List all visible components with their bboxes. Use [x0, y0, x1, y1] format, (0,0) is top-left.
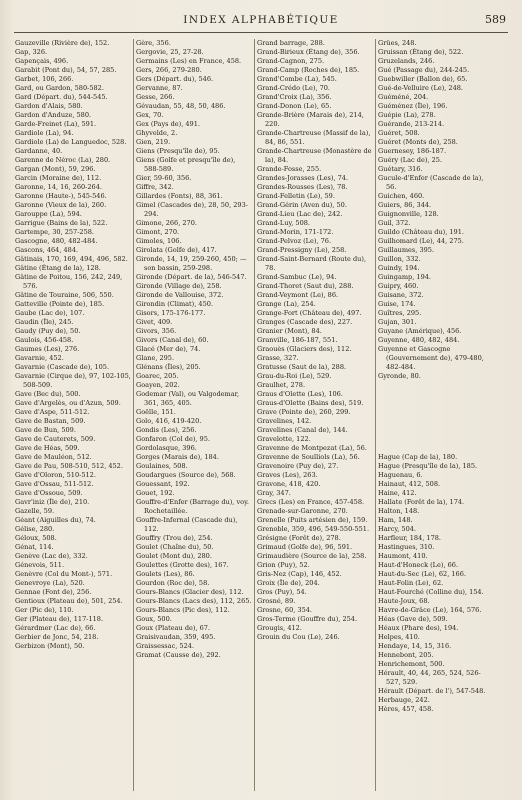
index-entry: Granges (Cascade des), 227.: [257, 318, 353, 326]
index-entry: Gapençais, 496.: [15, 57, 69, 65]
index-entry: Giffre, 342.: [136, 183, 174, 191]
index-entry: Guise, 174.: [378, 300, 416, 308]
index-entry: Hallate (Forêt de la), 174.: [378, 498, 465, 506]
index-entry: Gaube (Lac de), 107.: [15, 309, 85, 317]
index-entry: Gouffre-d'Enfer (Barrage du), voy. Rochetaillée.: [136, 498, 250, 515]
index-entry: Guépie (La), 278.: [378, 111, 436, 119]
index-entry: Gisors, 175-176-177.: [136, 309, 206, 317]
index-entry: Gros (Puy), 54.: [257, 588, 307, 596]
index-entry: Glacé (Mer de), 74.: [136, 345, 201, 353]
index-entry: Genève (Lac de), 332.: [15, 552, 88, 560]
index-entry: Hastingues, 310.: [378, 543, 435, 551]
index-entry: Herbauge, 242.: [378, 696, 430, 704]
index-entry: Goarec, 205.: [136, 372, 179, 380]
index-entry: Grimaudière (Source de la), 258.: [257, 552, 367, 560]
index-entry: Gex, 70.: [136, 111, 164, 119]
index-entry: Gillardes (Fonts), 88, 361.: [136, 192, 223, 200]
index-entry: Gironde (Village de), 258.: [136, 282, 222, 290]
index-entry: Giens (Golfe et presqu'île de), 588-589.: [136, 156, 236, 173]
index-entry: Gers (Départ. du), 546.: [136, 75, 214, 83]
index-entry: Gros-Terme (Gouffre du), 254.: [257, 615, 358, 623]
index-entry: Gimoles, 106.: [136, 237, 182, 245]
index-entry: Ham, 148.: [378, 516, 413, 524]
index-entry: Garrigue (Bains de la), 522.: [15, 219, 108, 227]
index-entry: Grand-Camp (Roches de), 185.: [257, 66, 360, 74]
index-entry: Goëlle, 151.: [136, 408, 176, 416]
index-entry: Goulet (Mont du), 280.: [136, 552, 212, 560]
index-entry: Gartempe, 30, 257-258.: [15, 228, 94, 236]
index-entry: Gentioux (Plateau de), 501, 254.: [15, 597, 123, 605]
index-entry: Guétary, 316.: [378, 165, 423, 173]
index-entry: Grand-Gérin (Aven du), 50.: [257, 201, 347, 209]
index-entry: Garabit (Pont du), 54, 57, 285.: [15, 66, 117, 74]
index-entry: Guil, 372.: [378, 219, 411, 227]
index-entry: Gaumes (Les), 276.: [15, 345, 80, 353]
index-entry: Goulaines, 508.: [136, 462, 188, 470]
index-entry: Garonne, 14, 16, 260-264.: [15, 183, 102, 191]
index-entry: Grave (Pointe de), 260, 299.: [257, 408, 351, 416]
index-entry: Gravelotte, 122.: [257, 435, 311, 443]
index-entry: Garonne (Vieux de la), 260.: [15, 201, 107, 209]
index-entry: Gironde (Départ. de la), 546-547.: [136, 273, 247, 281]
index-column-1: [15, 39, 131, 791]
index-entry: Gravenne de Soulliols (La), 56.: [257, 453, 360, 461]
index-entry: Gave de Héas, 509.: [15, 444, 80, 452]
index-entry: Gard, ou Gardon, 580-582.: [15, 84, 104, 92]
index-entry: Grande-Brière (Marais de), 214, 220.: [257, 111, 364, 128]
index-entry: Guéméné, 204.: [378, 93, 429, 101]
index-entry: Graus-d'Olette (Bains des), 519.: [257, 399, 364, 407]
index-entry: Gyronde, 80.: [378, 372, 421, 380]
index-entry: Golo, 416, 419-420.: [136, 417, 202, 425]
index-entry: Grand-Morin, 171-172.: [257, 228, 334, 236]
column-divider: [133, 39, 134, 791]
index-entry: Grand barrage, 288.: [257, 39, 325, 47]
index-entry: Goux, 500.: [136, 615, 172, 623]
index-entry: Graouès (Glaciers des), 112.: [257, 345, 352, 353]
index-entry: Ger (Pic de), 110.: [15, 606, 74, 614]
column-divider: [254, 39, 255, 791]
index-entry: Grecs (Les) en France, 457-458.: [257, 498, 365, 506]
index-entry: Gucule-d'Enfer (Cascade de la), 56.: [378, 174, 484, 191]
index-entry: Gaudin (Île), 245.: [15, 318, 74, 326]
index-entry: Gratusse (Saut de la), 288.: [257, 363, 347, 371]
index-entry: Gondis (Les), 256.: [136, 426, 197, 434]
index-entry: Géloux, 508.: [15, 534, 57, 542]
index-entry: Hérault, 40, 44, 265, 524, 526-527, 529.: [378, 669, 481, 686]
index-entry: Gâtinais, 170, 169, 494, 496, 582.: [15, 255, 128, 263]
index-entry: Gave de Bun, 509.: [15, 426, 76, 434]
index-entry: Hendaye, 14, 15, 316.: [378, 642, 452, 650]
index-entry: Guillaumes, 395.: [378, 246, 435, 254]
index-entry: Gavarnie (Cirque de), 97, 102-105, 508-509.: [15, 372, 131, 389]
index-entry: Guéret, 508.: [378, 129, 420, 137]
column-divider: [375, 39, 376, 791]
index-entry: Gérardmer (Lac de), 66.: [15, 624, 96, 632]
index-entry: Gave d'Ossoue, 509.: [15, 489, 83, 497]
index-entry: Hainaut, 412, 508.: [378, 480, 441, 488]
index-entry: Guéménez (Île), 196.: [378, 102, 448, 110]
index-entry: Gimel (Cascades de), 28, 50, 293-294.: [136, 201, 248, 218]
index-entry: Géant (Aiguilles du), 74.: [15, 516, 96, 524]
letter-section-gap: [378, 381, 494, 453]
index-entry: Grande-Chartreuse (Monastère de la), 84.: [257, 147, 372, 164]
index-entry: Gers, 266, 279-280.: [136, 66, 202, 74]
index-entry: Héaux (Phare des), 194.: [378, 624, 459, 632]
index-entry: Grand-Veymont (Le), 86.: [257, 291, 339, 299]
index-entry: Guildo (Château du), 191.: [378, 228, 464, 236]
index-entry: Gave de Bastan, 509.: [15, 417, 86, 425]
index-entry: Germains (Les) en France, 458.: [136, 57, 242, 65]
index-entry: Grimaud (Golfe de), 96, 591.: [257, 543, 353, 551]
index-entry: Granier (Mont), 84.: [257, 327, 322, 335]
index-entry: Garcin (Moraine de), 112.: [15, 174, 102, 182]
index-entry: Grand-Donon (Le), 65.: [257, 102, 332, 110]
index-entry: Haine, 412.: [378, 489, 417, 497]
index-entry: Garonne (Haute-), 545-546.: [15, 192, 107, 200]
index-entry: Gourdon (Roc de), 58.: [136, 579, 210, 587]
index-entry: Gruissan (Étang de), 522.: [378, 48, 464, 56]
index-entry: Grasse, 327.: [257, 354, 299, 362]
index-entry: Gave d'Ossau, 511-512.: [15, 480, 94, 488]
index-entry: Gardon d'Alais, 580.: [15, 102, 83, 110]
index-entry: Givet, 409.: [136, 318, 173, 326]
index-entry: Gardanne, 40.: [15, 147, 63, 155]
index-entry: Havre-de-Grâce (Le), 164, 576.: [378, 606, 482, 614]
index-entry: Graulhet, 278.: [257, 381, 306, 389]
index-entry: Gramat (Causse de), 292.: [136, 651, 221, 659]
index-entry: Gimone, 266, 270.: [136, 219, 197, 227]
index-entry: Gap, 326.: [15, 48, 48, 56]
index-entry: Gier, 59-60, 356.: [136, 174, 192, 182]
index-entry: Gaulois, 456-458.: [15, 336, 74, 344]
index-entry: Halton, 148.: [378, 507, 420, 515]
index-entry: Hérault (Départ. de l'), 547-548.: [378, 687, 486, 695]
index-entry: Grosne, 60, 354.: [257, 606, 312, 614]
index-entry: Gardon d'Anduze, 580.: [15, 111, 92, 119]
index-entry: Gué-de-Velluire (Le), 248.: [378, 84, 463, 92]
index-entry: Harfleur, 184, 178.: [378, 534, 442, 542]
index-entry: Grand-Pelvoz (Le), 76.: [257, 237, 332, 245]
index-entry: Gouet, 192.: [136, 489, 175, 497]
index-entry: Gris-Nez (Cap), 146, 452.: [257, 570, 342, 578]
index-entry: Gave de Pau, 508-510, 512, 452.: [15, 462, 123, 470]
index-entry: Grandes-Rousses (Les), 78.: [257, 183, 348, 191]
index-entry: Grand-Pressigny (Le), 258.: [257, 246, 347, 254]
index-entry: Guisane, 372.: [378, 291, 424, 299]
index-entry: Gujan, 301.: [378, 318, 417, 326]
index-entry: Grand-Thoret (Saut du), 288.: [257, 282, 354, 290]
index-entry: Gruzelands, 246.: [378, 57, 435, 65]
index-entry: Haumont, 410.: [378, 552, 428, 560]
index-entry: Grau-du-Roi (Le), 529.: [257, 372, 332, 380]
index-entry: Guernesey, 186-187.: [378, 147, 447, 155]
index-entry: Gardiole (La) de Languedoc, 528.: [15, 138, 127, 146]
index-entry: Gatteville (Pointe de), 185.: [15, 300, 105, 308]
page-number: 589: [485, 13, 506, 26]
index-entry: Gâtine de Touraine, 506, 550.: [15, 291, 114, 299]
index-entry: Héas (Gave de), 509.: [378, 615, 448, 623]
index-entry: Gergovie, 25, 27-28.: [136, 48, 204, 56]
index-entry: Gère, 356.: [136, 39, 171, 47]
index-entry: Grand-Cagnon, 275.: [257, 57, 325, 65]
index-entry: Groix (Île de), 204.: [257, 579, 320, 587]
index-entry: Gennae (Font de), 256.: [15, 588, 92, 596]
index-entry: Gévaudan, 55, 48, 50, 486.: [136, 102, 226, 110]
index-entry: Grand-Birieux (Étang de), 356.: [257, 48, 360, 56]
index-entry: Grand-Lieu (Lac de), 242.: [257, 210, 343, 218]
index-entry: Gave de Cauterets, 509.: [15, 435, 96, 443]
index-entry: Gavarnie, 452.: [15, 354, 64, 362]
index-entry: Gouessant, 192.: [136, 480, 190, 488]
index-entry: Goux (Plateau de), 67.: [136, 624, 211, 632]
index-entry: Haute-Joux, 68.: [378, 597, 430, 605]
index-entry: Gardiole (La), 94.: [15, 129, 74, 137]
index-entry: Gours-Blancs (Lacs des), 112, 265.: [136, 597, 252, 605]
index-entry: Guichen, 460.: [378, 192, 425, 200]
index-entry: Guillon, 332.: [378, 255, 421, 263]
index-entry: Graisivaudan, 359, 495.: [136, 633, 216, 641]
index-entry: Grand'Croix (La), 356.: [257, 93, 332, 101]
index-entry: Henrichemont, 500.: [378, 660, 445, 668]
index-entry: Graus d'Olette (Les), 106.: [257, 390, 343, 398]
index-entry: Guîtres, 295.: [378, 309, 422, 317]
index-entry: Graves (Les), 263.: [257, 471, 318, 479]
index-entry: Haut-du-Sec (Le), 62, 166.: [378, 570, 466, 578]
index-entry: Gex (Pays de), 491.: [136, 120, 200, 128]
index-entry: Guipry, 460.: [378, 282, 419, 290]
index-entry: Gauzeville (Rivière de), 152.: [15, 39, 110, 47]
index-entry: Grenade-sur-Garonne, 270.: [257, 507, 348, 515]
index-entry: Guérande, 213-214.: [378, 120, 445, 128]
index-entry: Guindy, 194.: [378, 264, 420, 272]
index-entry: Grande-Chartreuse (Massif de la), 84, 86, 551.: [257, 129, 371, 146]
index-entry: Gonfaron (Col de), 95.: [136, 435, 210, 443]
index-entry: Grenoble, 359, 496, 549-550-551.: [257, 525, 370, 533]
index-entry: Helpes, 410.: [378, 633, 420, 641]
index-entry: Grésigne (Forêt de), 278.: [257, 534, 341, 542]
index-entry: Gordolasque, 396.: [136, 444, 197, 452]
index-entry: Gave d'Oloron, 510-512.: [15, 471, 96, 479]
index-entry: Gravenne de Montpezat (La), 56.: [257, 444, 367, 452]
index-entry: Hague (Cap de la), 180.: [378, 453, 458, 461]
index-entry: Ger (Plateau de), 117-118.: [15, 615, 104, 623]
index-entry: Gave de Mauléon, 512.: [15, 453, 92, 461]
page-header: [14, 14, 508, 30]
index-entry: Gavarnie (Cascade de), 105.: [15, 363, 110, 371]
index-column-3: [257, 39, 373, 791]
index-entry: Glane, 295.: [136, 354, 175, 362]
index-entry: Grougis, 412.: [257, 624, 302, 632]
index-entry: Gavr'iniz (Île de), 210.: [15, 498, 90, 506]
index-entry: Goulets (Les), 86.: [136, 570, 195, 578]
index-entry: Grange (La), 254.: [257, 300, 316, 308]
index-entry: Gélise, 280.: [15, 525, 55, 533]
index-entry: Guéry (Lac de), 25.: [378, 156, 442, 164]
index-entry: Gravone, 418, 420.: [257, 480, 321, 488]
index-entry: Guilhomard (Le), 44, 275.: [378, 237, 464, 245]
index-entry: Gazelle, 59.: [15, 507, 55, 515]
index-entry: Gorges (Marais de), 184.: [136, 453, 219, 461]
index-entry: Garenne de Néroc (La), 280.: [15, 156, 111, 164]
index-entry: Harcy, 504.: [378, 525, 416, 533]
index-entry: Grand-Sambuc (Le), 94.: [257, 273, 337, 281]
index-entry: Gravelines (Canal de), 144.: [257, 426, 348, 434]
index-entry: Génat, 114.: [15, 543, 54, 551]
index-entry: Gravelines, 142.: [257, 417, 312, 425]
index-entry: Grion (Puy), 52.: [257, 561, 310, 569]
index-entry: Gouffry (Trou de), 254.: [136, 534, 213, 542]
index-entry: Graissessac, 524.: [136, 642, 194, 650]
index-entry: Gravenoire (Puy de), 27.: [257, 462, 339, 470]
index-entry: Gâtine de Poitou, 156, 242, 249, 576.: [15, 273, 123, 290]
index-entry: Gascons, 464, 484.: [15, 246, 79, 254]
index-entry: Gaudy (Puy de), 50.: [15, 327, 81, 335]
index-entry: Gard (Départ. du), 544-545.: [15, 93, 108, 101]
index-entry: Giens (Presqu'île de), 95.: [136, 147, 220, 155]
header-rule: [14, 32, 508, 33]
index-entry: Goulettes (Grotte des), 167.: [136, 561, 229, 569]
index-entry: Gave d'Argelès, ou d'Azun, 509.: [15, 399, 121, 407]
index-entry: Gouffre-Infernal (Cascade du), 112.: [136, 516, 238, 533]
index-entry: Granville, 186-187, 551.: [257, 336, 338, 344]
page-title: INDEX ALPHABÉTIQUE: [183, 14, 339, 26]
index-entry: Gerbier de Jonc, 54, 218.: [15, 633, 99, 641]
index-entry: Gué (Passage du), 244-245.: [378, 66, 470, 74]
index-entry: Grosné, 89.: [257, 597, 296, 605]
index-entry: Grand'Combe (La), 545.: [257, 75, 337, 83]
index-entry: Hères, 457, 458.: [378, 705, 434, 713]
index-column-2: [136, 39, 252, 791]
index-entry: Haut-Fourché (Colline du), 154.: [378, 588, 484, 596]
index-entry: Grandes-Jorasses (Les), 74.: [257, 174, 349, 182]
index-entry: Grand-Luy, 508.: [257, 219, 311, 227]
index-entry: Grand-Saint-Bernard (Route du), 78.: [257, 255, 367, 272]
index-entry: Givors (Canal de), 60.: [136, 336, 209, 344]
index-entry: Gours-Blancs (Pic des), 112.: [136, 606, 230, 614]
index-entry: Garbet, 106, 266.: [15, 75, 74, 83]
index-entry: Hennebont, 205.: [378, 651, 434, 659]
index-entry: Guyane (Amérique), 456.: [378, 327, 462, 335]
index-entry: Grande-Fosse, 255.: [257, 165, 322, 173]
index-entry: Gervanne, 87.: [136, 84, 183, 92]
index-entry: Girolata (Golfe de), 417.: [136, 246, 217, 254]
index-entry: Guyenne, 480, 482, 484.: [378, 336, 460, 344]
index-entry: Guebwiller (Ballon de), 65.: [378, 75, 468, 83]
index-entry: Gironde de Vallouise, 372.: [136, 291, 224, 299]
index-entry: Goulet (Chaîne du), 50.: [136, 543, 214, 551]
index-entry: Genèvre (Col du Mont-), 571.: [15, 570, 113, 578]
index-entry: Grouin du Cou (Le), 246.: [257, 633, 340, 641]
index-entry: Gave d'Aspe, 511-512.: [15, 408, 90, 416]
index-entry: Gâtine (Étang de la), 128.: [15, 264, 101, 272]
index-entry: Guingamp, 194.: [378, 273, 431, 281]
index-entry: Grand-Crédo (Le), 70.: [257, 84, 331, 92]
index-entry: Gray, 347.: [257, 489, 291, 497]
index-entry: Gerbizon (Mont), 50.: [15, 642, 85, 650]
index-entry: Gien, 219.: [136, 138, 171, 146]
index-entry: Godemar (Val), ou Valgodemar, 361, 365, 405.: [136, 390, 240, 407]
index-entry: Gascogne, 480, 482-484.: [15, 237, 98, 245]
index-entry: Grand-Felletin (Le), 59.: [257, 192, 335, 200]
index-entry: Génevois, 511.: [15, 561, 65, 569]
index-entry: Guéret (Monts de), 258.: [378, 138, 458, 146]
index-entry: Guyenne et Gascogne (Gouvernement de), 479-480, 482-484.: [378, 345, 484, 371]
index-entry: Girondin (Climat), 450.: [136, 300, 213, 308]
index-entry: Haguenau, 6.: [378, 471, 423, 479]
index-entry: Gimont, 270.: [136, 228, 180, 236]
index-entry: Grües, 248.: [378, 39, 417, 47]
index-entry: Ghyvelde, 2.: [136, 129, 178, 137]
index-column-4: [378, 39, 494, 791]
index-entry: Grenelle (Puits artésien de), 159.: [257, 516, 368, 524]
index-entry: Garde-Freinet (La), 591.: [15, 120, 97, 128]
index-entry: Gironde, 14, 19, 259-260, 450; — son bassin, 259-298.: [136, 255, 247, 272]
index-entry: Gesse, 266.: [136, 93, 175, 101]
index-entry: Haut-d'Honeck (Le), 66.: [378, 561, 459, 569]
index-entry: Gave (Bec du), 500.: [15, 390, 81, 398]
index-entry: Gours-Blancs (Glacier des), 112.: [136, 588, 244, 596]
index-entry: Gargan (Mont), 59, 296.: [15, 165, 96, 173]
index-entry: Glénans (Îles), 205.: [136, 363, 201, 371]
index-entry: Garouppe (La), 594.: [15, 210, 82, 218]
index-entry: Hague (Presqu'île de la), 185.: [378, 462, 478, 470]
index-entry: Goudargues (Source de), 568.: [136, 471, 236, 479]
index-entry: Goayen, 202.: [136, 381, 180, 389]
index-entry: Guignonville, 128.: [378, 210, 439, 218]
index-entry: Genevroye (La), 520.: [15, 579, 85, 587]
index-entry: Guiers, 86, 344.: [378, 201, 432, 209]
index-entry: Haut-Folin (Le), 62.: [378, 579, 444, 587]
index-entry: Givors, 356.: [136, 327, 177, 335]
index-entry: Grange-Fort (Château de), 497.: [257, 309, 362, 317]
